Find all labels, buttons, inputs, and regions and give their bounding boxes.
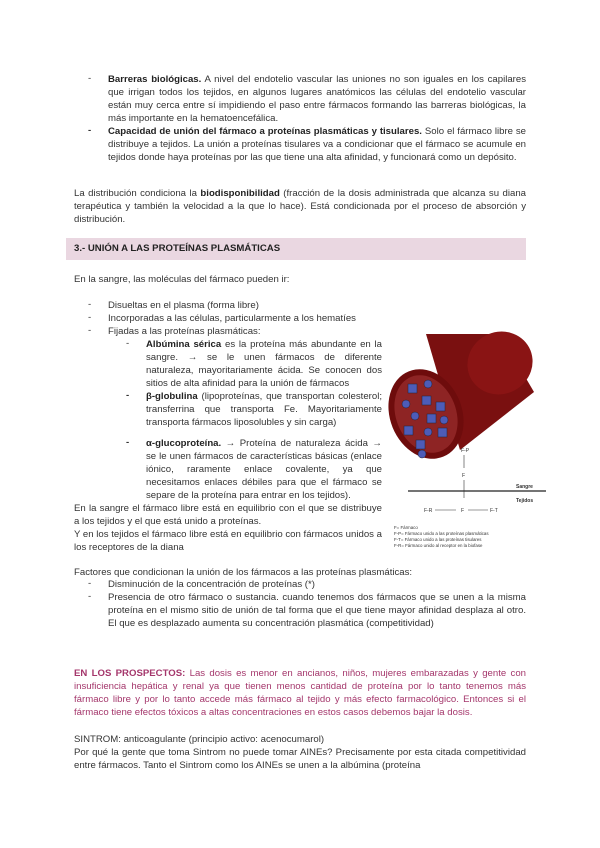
- sublist-item-beta: [126, 390, 382, 429]
- dist-post: (fracción de la dosis administrada que alcanza su diana terapéutica y también la velocidad a la que lo hace). Está condicionada por el proceso de absorción y distribución.: [74, 188, 526, 225]
- capacidad-paragraph: [108, 125, 526, 164]
- legend-line: F-T= Fármaco unido a las proteínas tisulares: [394, 537, 482, 542]
- bullet-dash: -: [88, 325, 92, 336]
- label-sangre: Sangre: [516, 484, 533, 490]
- beta-text: (lipoproteínas, que transportan colesterol; transferrina que transporta Fe. Mayoritariamente transporta fármacos liposolubles y sin carga): [146, 391, 382, 428]
- equilibrio-tejidos: Y en los tejidos el fármaco libre está en equilibrio con fármacos unidos a los receptores de la diana: [74, 529, 382, 553]
- label-tejidos: Tejidos: [516, 498, 534, 504]
- factors-intro: Factores que condicionan la unión de los fármacos a las proteínas plasmáticas:: [74, 567, 413, 578]
- prospectos-text: Las dosis es menor en ancianos, niños, mujeres embarazadas y gente con insuficiencia hepática y renal ya que tienen menos cantidad de proteína por lo tanto tenemos más fármaco libre y por lo tanto accede más fármaco al tejido y más efecto farmacológico. Entonces si el fármaco tiene efectos tóxicos a altas concentraciones en estos casos debemos bajar la dosis.: [74, 668, 526, 718]
- section-heading-bar: [66, 238, 526, 260]
- section3-intro: En la sangre, las moléculas del fármaco pueden ir:: [74, 274, 290, 285]
- factor-text: Disminución de la concentración de proteínas (*): [108, 579, 315, 590]
- list-item: [88, 312, 356, 325]
- beta-paragraph: [146, 390, 382, 429]
- section-heading: 3.- UNIÓN A LAS PROTEÍNAS PLASMÁTICAS: [74, 243, 281, 254]
- bullet-dash: -: [88, 73, 92, 84]
- alfa-text: → Proteína de naturaleza ácida → se le unen fármacos de características básicas (enlace iónico, raramente enlace covalente, ya que necesitamos enlaces débiles para que el fármaco se separe de la proteína para entrar en los tejidos).: [146, 438, 382, 501]
- prospectos-title: EN LOS PROSPECTOS:: [74, 668, 186, 679]
- list-item-text: Disueltas en el plasma (forma libre): [108, 300, 259, 311]
- bullet-dash: -: [88, 578, 92, 589]
- label-fp: F-P: [461, 448, 470, 454]
- bullet-dash: -: [126, 437, 130, 448]
- label-f-sangre: F: [462, 473, 466, 479]
- capacidad-text: Solo el fármaco libre se distribuye a tejidos. La unión a proteínas tisulares va a condicionar que el fármaco se acumule en tejidos donde haya proteínas por las que tiene una alta afinidad, y funcionará como un depósito.: [108, 126, 526, 163]
- label-f-tejidos: F: [461, 508, 465, 514]
- bullet-dash: -: [88, 125, 92, 136]
- list-item: [88, 299, 259, 312]
- factor-item: [88, 591, 526, 630]
- protein-binding-figure: [388, 318, 548, 558]
- dist-pre: La distribución condiciona la: [74, 188, 201, 199]
- beta-title: β-globulina: [146, 391, 198, 402]
- label-ft: F-T: [490, 508, 498, 514]
- distribucion-paragraph: [74, 187, 526, 226]
- factor-text: Presencia de otro fármaco o sustancia. cuando tenemos dos fármacos que se unen a la misma proteína en el mismo sitio de unión de tal forma que el que tiene mayor afinidad desplaza al otro. El que es desplazado aumenta su concentración plasmática (competitividad): [108, 592, 526, 629]
- bullet-barreras: [88, 73, 526, 125]
- bullet-dash: -: [126, 338, 130, 349]
- alfa-paragraph: [146, 437, 382, 502]
- legend-line: F-R= Fármaco unido al receptor en la biofase: [394, 543, 483, 548]
- bullet-dash: -: [88, 312, 92, 323]
- albumina-title: Albúmina sérica: [146, 339, 222, 350]
- barreras-text: A nivel del endotelio vascular las uniones no son iguales en los capilares que irrigan todos los tejidos, en algunos lugares anatómicos las células del endotelio vascular están muy cerca entre sí impidiendo el paso entre fármacos formando las barreras biológicas, la más importante en la hematoencefálica.: [108, 74, 526, 124]
- legend-line: F-P= Fármaco unido a las proteínas plasmáticas: [394, 531, 489, 536]
- sublist-item-albumina: [126, 338, 382, 390]
- barreras-title: Barreras biológicas.: [108, 74, 202, 85]
- prospectos-paragraph: [74, 667, 526, 719]
- bullet-dash: -: [88, 591, 92, 602]
- sintrom-line1: SINTROM: anticoagulante (principio activo: acenocumarol): [74, 734, 325, 745]
- equilibrio-sangre: En la sangre el fármaco libre está en equilibrio con el que se distribuye a los tejidos y el que está unido a proteínas.: [74, 503, 382, 527]
- barreras-paragraph: [108, 73, 526, 125]
- factor-item: [88, 578, 526, 591]
- dist-bold: biodisponibilidad: [200, 188, 280, 199]
- list-item: [88, 325, 261, 338]
- figure-legend: [394, 525, 489, 548]
- sublist-item-alfa: [126, 437, 382, 502]
- alfa-title: α-glucoproteína.: [146, 438, 222, 449]
- bullet-dash: -: [88, 299, 92, 310]
- capacidad-title: Capacidad de unión del fármaco a proteínas plasmáticas y tisulares.: [108, 126, 422, 137]
- sintrom-paragraph: Por qué la gente que toma Sintrom no puede tomar AINEs? Precisamente por esta citada competitividad entre fármacos. Tanto el Sintrom como los AINEs se unen a la albúmina (proteína: [74, 747, 526, 771]
- bullet-dash: -: [126, 390, 130, 401]
- albumina-paragraph: [146, 338, 382, 390]
- label-fr: F-R: [424, 508, 433, 514]
- albumina-text: es la proteína más abundante en la sangre. → se le unen fármacos de diferente naturaleza, mayoritariamente ácida. Se conocen dos sitios de alta afinidad para la unión de fármacos: [146, 339, 382, 389]
- legend-line: F= Fármaco: [394, 525, 418, 530]
- list-item-text: Incorporadas a las células, particularmente a los hematíes: [108, 313, 356, 324]
- list-item-text: Fijadas a las proteínas plasmáticas:: [108, 326, 261, 337]
- bullet-capacidad: [88, 125, 526, 164]
